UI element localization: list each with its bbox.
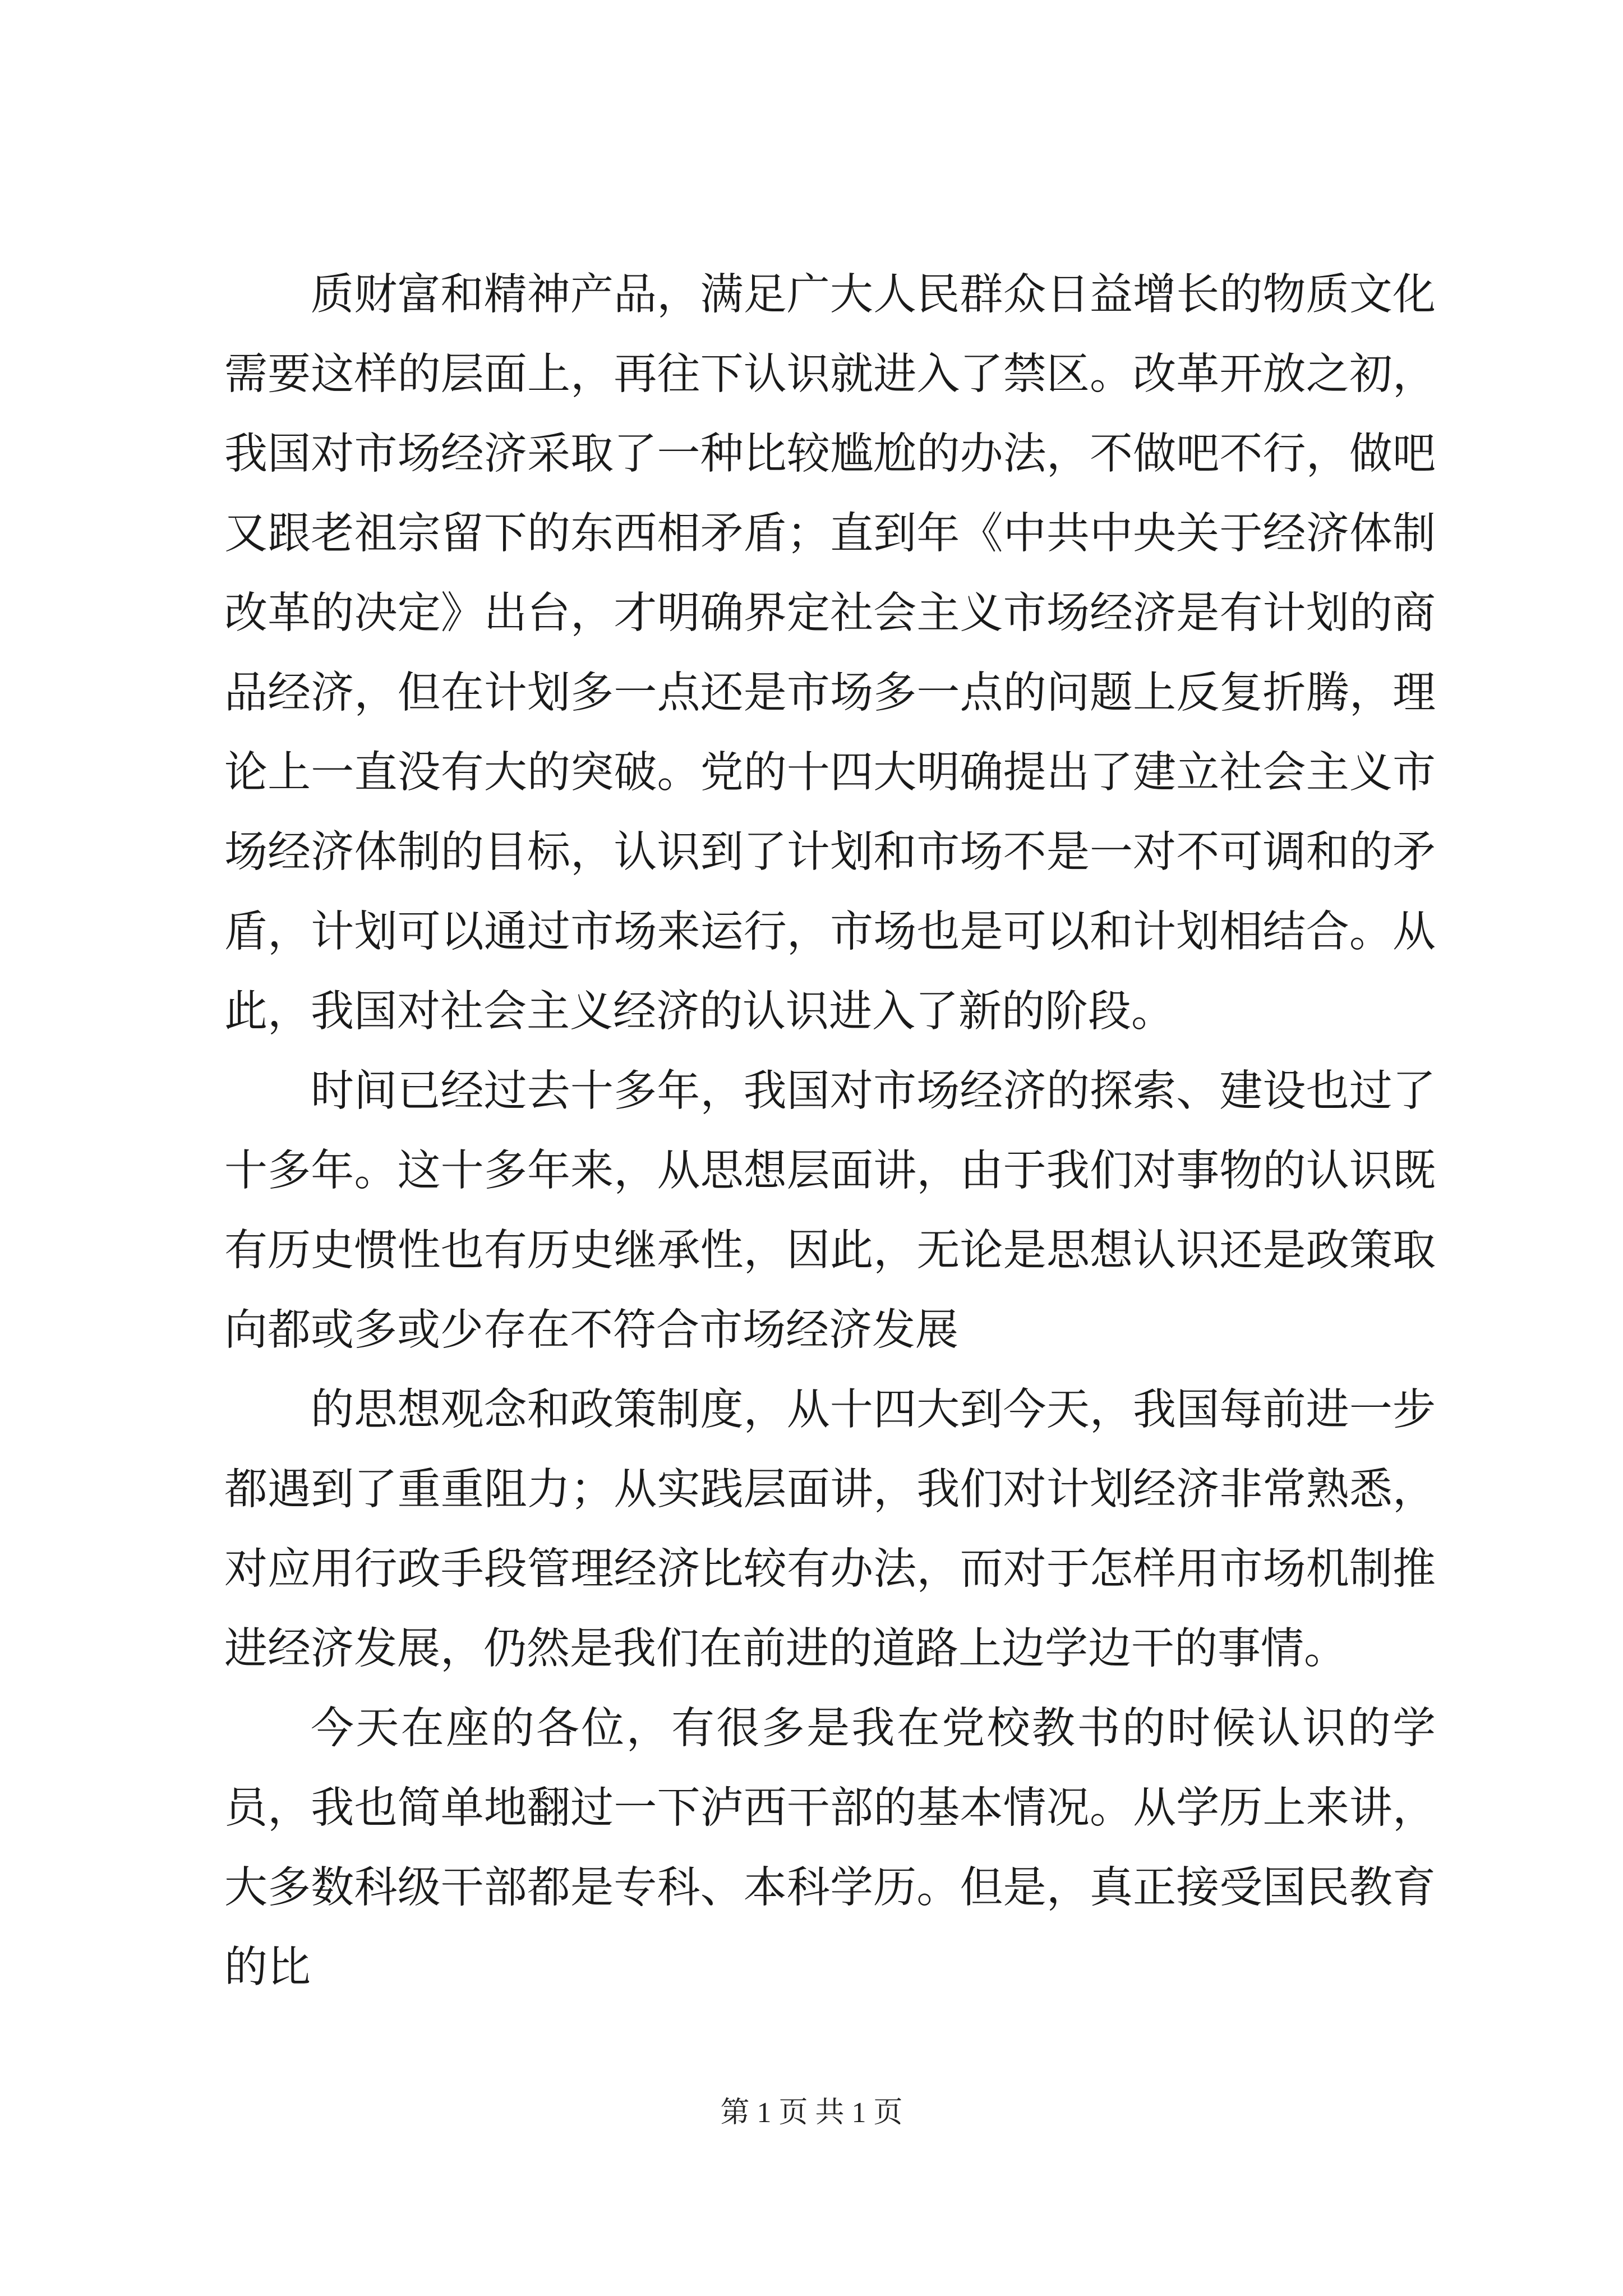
page-footer: 第 1 页 共 1 页 bbox=[720, 2097, 903, 2129]
document-body bbox=[224, 255, 1436, 2008]
paragraph: 今天在座的各位，有很多是我在党校教书的时候认识的学员，我也简单地翻过一下泸西干部的基本情况。从学历上来讲，大多数科级干部都是专科、本科学历。但是，真正接受国民教育的比 bbox=[224, 1704, 1436, 1993]
paragraph: 时间已经过去十多年，我国对市场经济的探索、建设也过了十多年。这十多年来，从思想层面讲，由于我们对事物的认识既有历史惯性也有历史继承性，因此，无论是思想认识还是政策取向都或多或少存在不符合市场经济发展 bbox=[224, 1066, 1436, 1355]
paragraph: 质财富和精神产品，满足广大人民群众日益增长的物质文化需要这样的层面上，再往下认识就进入了禁区。改革开放之初，我国对市场经济采取了一种比较尴尬的办法，不做吧不行，做吧又跟老祖宗留下的东西相矛盾；直到年《中共中央关于经济体制改革的决定》出台，才明确界定社会主义市场经济是有计划的商品经济，但在计划多一点还是市场多一点的问题上反复折腾，理论上一直没有大的突破。党的十四大明确提出了建立社会主义市场经济体制的目标，认识到了计划和市场不是一对不可调和的矛盾，计划可以通过市场来运行，市场也是可以和计划相结合。从此，我国对社会主义经济的认识进入了新的阶段。 bbox=[224, 270, 1436, 1037]
paragraph: 的思想观念和政策制度，从十四大到今天，我国每前进一步都遇到了重重阻力；从实践层面讲，我们对计划经济非常熟悉，对应用行政手段管理经济比较有办法，而对于怎样用市场机制推进经济发展，仍然是我们在前进的道路上边学边干的事情。 bbox=[224, 1385, 1436, 1674]
